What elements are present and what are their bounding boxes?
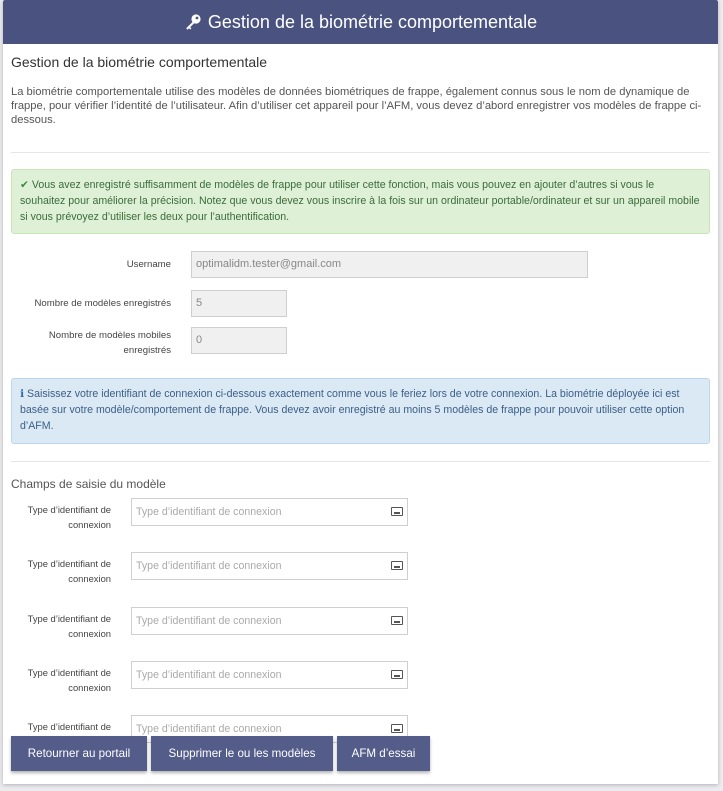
template-input[interactable] [131, 661, 408, 689]
divider [11, 152, 710, 153]
template-row [11, 607, 710, 642]
username-field: optimalidm.tester@gmail.com [191, 251, 588, 278]
success-alert-text: Vous avez enregistré suffisamment de modèles de frappe pour utiliser cette fonction, mais vous pouvez en ajouter d’autres si vous le souhaitez pour améliorer la précision. Notez que vous devez vous inscrire à la fois sur un ordinateur portable/ordinateur et sur un appareil mobile si vous prévoyez d’utiliser les deux pour l’authentification. [20, 179, 700, 223]
template-placeholder: Type d’identifiant de connexion [136, 559, 282, 572]
templates-count-field: 5 [191, 290, 287, 317]
mobile-templates-label: Nombre de modèles mobiles enregistrés [48, 330, 171, 357]
template-section-title: Champs de saisie du modèle [11, 476, 166, 491]
template-label: Type d’identifiant de connexion [27, 503, 111, 531]
template-placeholder: Type d’identifiant de connexion [136, 722, 282, 735]
template-label: Type d’identifiant de connexion [27, 557, 111, 585]
template-input[interactable] [131, 552, 408, 580]
info-alert-text: Saisissez votre identifiant de connexion ci-dessous exactement comme vous le feriez lors de votre connexion. La biométrie déployée ici est basée sur votre modèle/comportement de frappe. Vous devez avoir enregistré au moins 5 modèles de frappe pour pouvoir utiliser cette option d’AFM. [20, 388, 685, 432]
template-placeholder: Type d’identifiant de connexion [136, 505, 282, 518]
template-label: Type d’identifiant de connexion [27, 666, 111, 694]
info-icon: ℹ [20, 388, 25, 401]
keyboard-icon [391, 507, 403, 516]
check-icon: ✔ [20, 179, 29, 191]
keyboard-icon [391, 670, 403, 679]
template-row [11, 552, 710, 587]
test-mfa-button[interactable]: AFM d’essai [337, 736, 430, 771]
page-header [3, 0, 718, 44]
username-label: Username [126, 258, 171, 270]
template-input[interactable] [131, 607, 408, 635]
templates-count-row [11, 289, 710, 317]
keyboard-icon [391, 616, 403, 625]
mobile-templates-row [11, 328, 710, 358]
page-title: Gestion de la biométrie comportementale [207, 11, 538, 32]
template-placeholder: Type d’identifiant de connexion [136, 614, 282, 627]
keyboard-icon [391, 724, 403, 733]
info-alert [11, 378, 710, 443]
template-label: Type d’identifiant de connexion [27, 612, 111, 640]
divider [11, 461, 710, 462]
templates-count-label: Nombre de modèles enregistrés [34, 297, 171, 309]
template-row [11, 498, 710, 533]
keyboard-icon [391, 561, 403, 570]
success-alert [11, 169, 710, 234]
template-row [11, 661, 710, 696]
back-to-portal-button[interactable]: Retourner au portail [11, 736, 147, 771]
key-icon [184, 13, 202, 31]
delete-templates-button[interactable]: Supprimer le ou les modèles [151, 736, 333, 771]
section-heading: Gestion de la biométrie comportementale [11, 54, 268, 70]
intro-description: La biométrie comportementale utilise des modèles de données biométriques de frappe, également connus sous le nom de dynamique de frappe, pour vérifier l’identité de l’utilisateur. Afin d’utiliser cet appareil pour l’AFM, vous devez d’abord enregistrer vos modèles de frappe ci-dessous. [11, 86, 702, 126]
template-placeholder: Type d’identifiant de connexion [136, 668, 282, 681]
action-buttons [11, 736, 430, 771]
biometrics-card [3, 0, 718, 784]
mobile-templates-field: 0 [191, 327, 287, 354]
template-label: Type d’identifiant de [27, 720, 111, 732]
template-input[interactable] [131, 498, 408, 526]
username-row [11, 250, 710, 278]
